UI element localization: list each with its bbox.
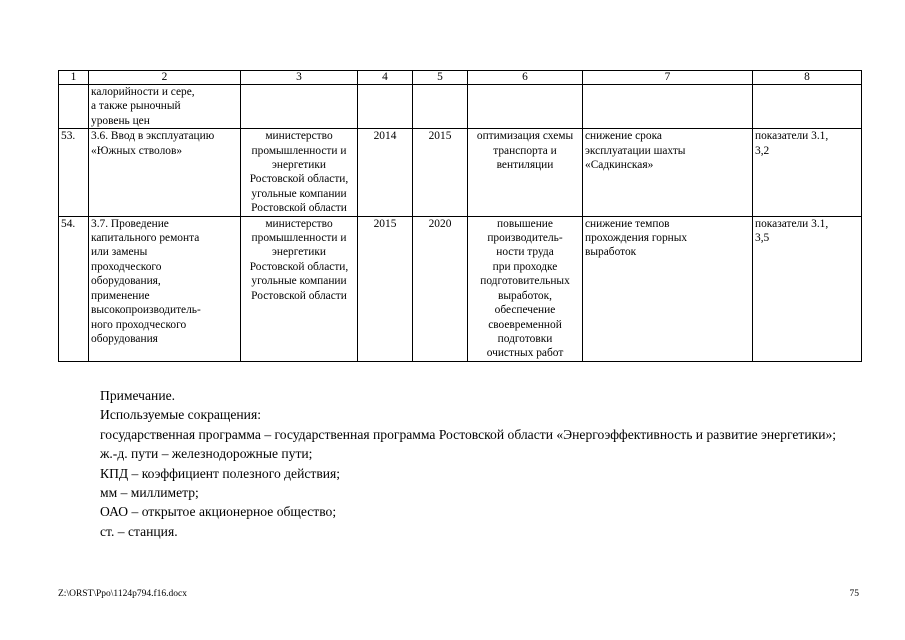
cell-start-year: 2014 — [358, 129, 413, 216]
cell-expected-result: повышение производитель- ности труда при проходке подготовительных выработок, обеспечение своевременной подготовки очистных работ — [468, 216, 583, 361]
notes-title: Примечание. — [100, 388, 176, 403]
cell-empty — [753, 85, 862, 129]
cell-empty — [241, 85, 358, 129]
continuation-row — [59, 85, 862, 129]
column-number: 1 — [59, 71, 89, 85]
footer-file-path: Z:\ORST\Ppo\1124p794.f16.docx — [58, 589, 187, 599]
cell-end-year: 2020 — [413, 216, 468, 361]
abbreviation-item: мм – миллиметр; — [100, 485, 199, 501]
abbreviation-item: КПД – коэффициент полезного действия; — [100, 465, 341, 481]
column-number: 5 — [413, 71, 468, 85]
cell-indicators: показатели 3.1, 3,2 — [753, 129, 862, 216]
column-number: 4 — [358, 71, 413, 85]
column-number: 6 — [468, 71, 583, 85]
cell-empty — [413, 85, 468, 129]
cell-executor: министерство промышленности и энергетики Ростовской области, угольные компании Ростовской области — [241, 216, 358, 361]
cell-name-continued: калорийности и сере, а также рыночный уровень цен — [89, 85, 241, 129]
column-number: 7 — [583, 71, 753, 85]
cell-row-number: 54. — [59, 216, 89, 361]
column-number-row — [59, 71, 862, 85]
column-number: 2 — [89, 71, 241, 85]
table-row — [59, 216, 862, 361]
cell-measure-name: 3.7. Проведение капитального ремонта или замены проходческого оборудования, применение высокопроизводитель- ного проходческого оборудования — [89, 216, 241, 361]
column-number: 8 — [753, 71, 862, 85]
abbreviation-item: государственная программа – государственная программа Ростовской области «Энергоэффективность и развитие энергетики»; — [100, 426, 837, 442]
notes-section — [58, 386, 861, 541]
cell-indicators: показатели 3.1, 3,5 — [753, 216, 862, 361]
cell-measure-name: 3.6. Ввод в эксплуатацию «Южных стволов» — [89, 129, 241, 216]
abbreviation-item: ОАО – открытое акционерное общество; — [100, 504, 337, 520]
abbreviation-item: ст. – станция. — [100, 523, 178, 539]
cell-empty — [583, 85, 753, 129]
notes-intro: Используемые сокращения: — [100, 407, 261, 423]
cell-executor: министерство промышленности и энергетики Ростовской области, угольные компании Ростовской области — [241, 129, 358, 216]
cell-consequences: снижение темпов прохождения горных выработок — [583, 216, 753, 361]
page-number: 75 — [849, 589, 859, 599]
cell-end-year: 2015 — [413, 129, 468, 216]
cell-empty — [468, 85, 583, 129]
program-measures-table — [58, 70, 862, 362]
cell-expected-result: оптимизация схемы транспорта и вентиляции — [468, 129, 583, 216]
cell-start-year: 2015 — [358, 216, 413, 361]
abbreviation-item: ж.-д. пути – железнодорожные пути; — [100, 446, 313, 462]
column-number: 3 — [241, 71, 358, 85]
cell-empty — [358, 85, 413, 129]
cell-empty — [59, 85, 89, 129]
cell-consequences: снижение срока эксплуатации шахты «Садкинская» — [583, 129, 753, 216]
table-row — [59, 129, 862, 216]
cell-row-number: 53. — [59, 129, 89, 216]
